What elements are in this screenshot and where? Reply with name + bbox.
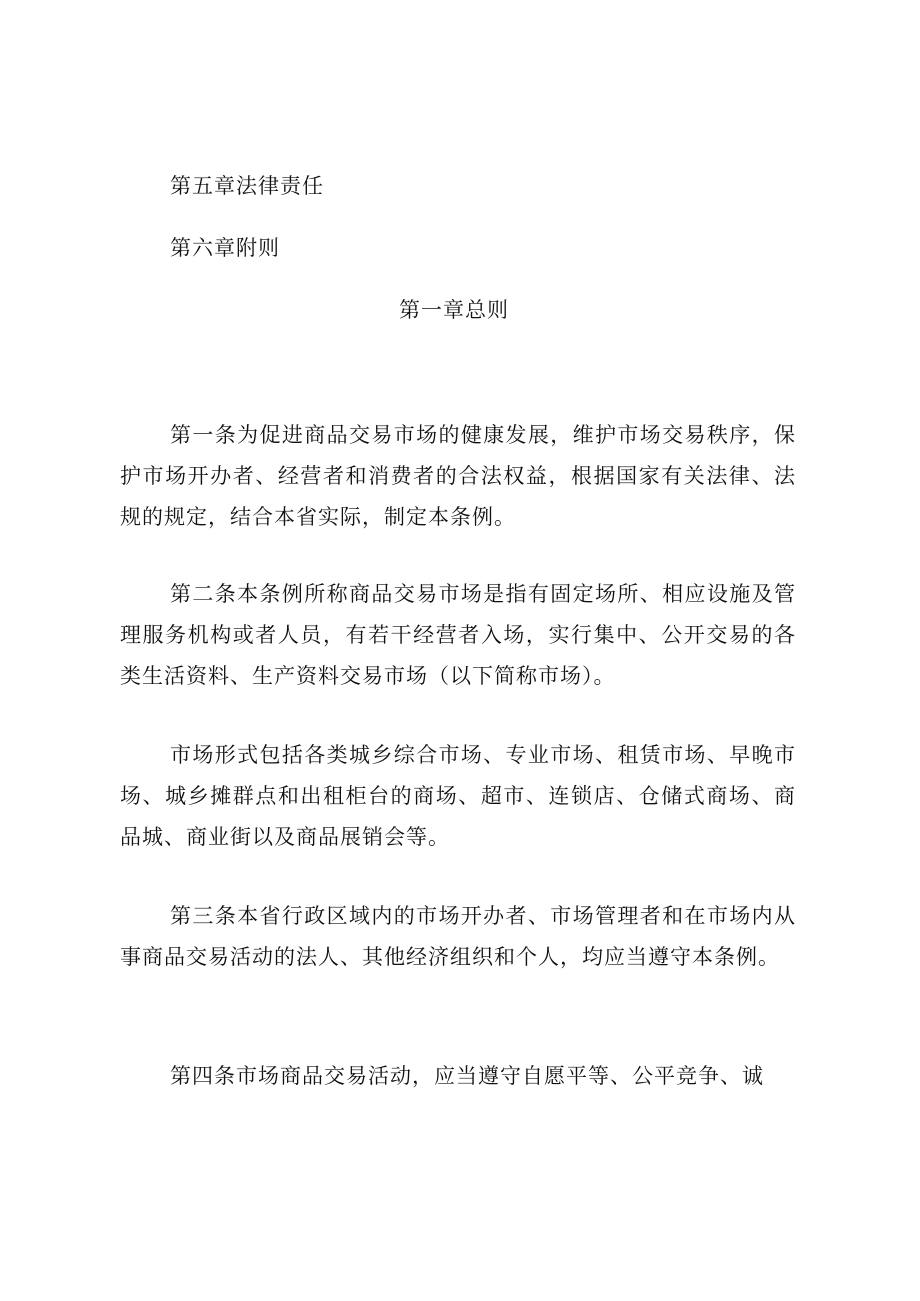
article-3-paragraph: 第三条本省行政区域内的市场开办者、市场管理者和在市场内从事商品交易活动的法人、其他经济组织和个人，均应当遵守本条例。 bbox=[120, 904, 796, 969]
article-2-paragraph: 第二条本条例所称商品交易市场是指有固定场所、相应设施及管理服务机构或者人员，有若干经营者入场，实行集中、公开交易的各类生活资料、生产资料交易市场（以下简称市场）。 bbox=[120, 582, 796, 688]
article-4-paragraph: 第四条市场商品交易活动，应当遵守自愿平等、公平竞争、诚 bbox=[170, 1064, 764, 1088]
article-1-paragraph: 第一条为促进商品交易市场的健康发展，维护市场交易秩序，保护市场开办者、经营者和消费者的合法权益，根据国家有关法律、法规的规定，结合本省实际，制定本条例。 bbox=[120, 423, 796, 529]
toc-chapter-5: 第五章法律责任 bbox=[170, 174, 324, 198]
market-forms-paragraph: 市场形式包括各类城乡综合市场、专业市场、租赁市场、早晚市场、城乡摊群点和出租柜台的商场、超市、连锁店、仓储式商场、商品城、商业街以及商品展销会等。 bbox=[120, 743, 796, 849]
chapter-heading: 第一章总则 bbox=[399, 298, 509, 322]
toc-chapter-6: 第六章附则 bbox=[170, 236, 280, 260]
